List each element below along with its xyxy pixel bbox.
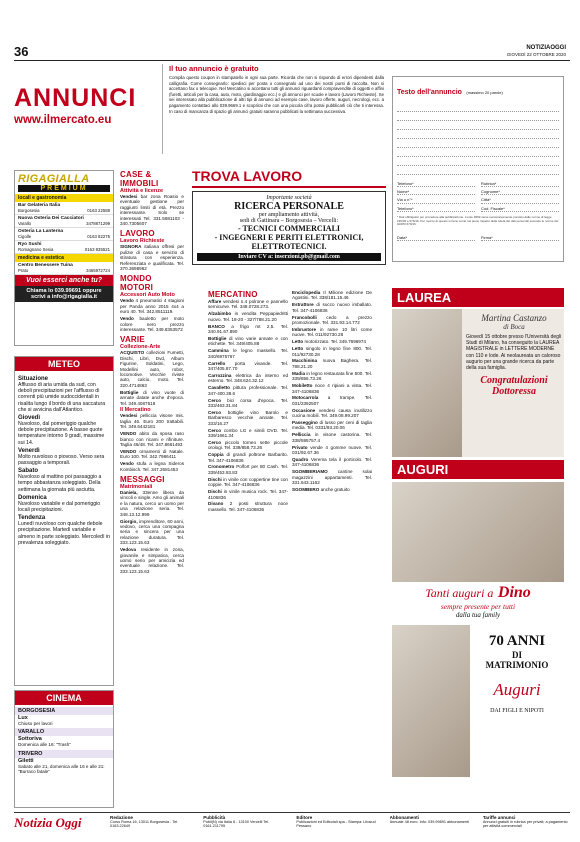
case-sub: Attività e licenze <box>120 188 164 194</box>
classified-keyword: Vendo <box>120 298 136 304</box>
classified-item <box>292 371 372 382</box>
classified-item <box>208 385 288 396</box>
classified-item <box>208 299 288 310</box>
cinema-title: CINEMA <box>15 691 113 705</box>
cinema-box <box>14 690 114 808</box>
classified-text: ornamenti di Natale. Euro 100. Tel. 342.7986411 <box>120 448 184 460</box>
classified-item <box>208 428 288 439</box>
classified-keyword: SGOMBERO <box>292 487 321 492</box>
rigagialla-sub: PREMIUM <box>18 185 110 192</box>
classified-text: italiana offresi per pulizie di casa e servizio di stiratura con esperienza. Referenziata e qualificata. Tel. 370.3698962 <box>120 244 184 272</box>
classified-text: noce 4 ripiani a vista. Tel. 347-4106836 <box>292 383 372 394</box>
graduate-photo <box>392 309 462 457</box>
listing-phone[interactable]: 3478871299 <box>86 221 110 226</box>
anni-figli: DAI FIGLI E NIPOTI <box>490 708 544 714</box>
classified-keyword: Macchinina <box>292 358 323 364</box>
page-number: 36 <box>14 44 29 59</box>
dino-photo <box>392 482 564 582</box>
footer-block-text: Publicazioni ed Editoriali spa - Stampa: Litosud Pessano <box>296 820 376 829</box>
classified-item <box>120 519 184 546</box>
coupon-title: Testo dell'annuncio <box>397 89 462 96</box>
classified-text: cantine solai magazzini appartamenti. Tel. 331.643.1162 <box>292 469 372 486</box>
classified-item <box>208 348 288 359</box>
rigagialla-phone[interactable]: Chiama lo 039.99691 oppure <box>26 288 102 294</box>
listing-row <box>15 215 113 228</box>
job-ad-box <box>192 191 386 265</box>
trova-title: TROVA LAVORO <box>192 168 386 188</box>
intro-text: Compila questo coupon in stampatello in ogni sua parte. Ricorda che non si rispondo di errori dipendenti dalla calligrafia. Come consegnarlo: spedisci per posta o consegnalo ad uno dei nostri punti di raccolta. Non si accettano fax o telecopie. Nel Mercatino si accettano tutti gli annunci riguardanti compravendite di oggetti e affini (furetti, articoli per la casa, auto, moto, giardinaggio ecc.) e gli annunci per scuole e lavoro (Lavoro Richieste). Se sei interessato alla pubblicazione di altri tipi di annunci ad esempio case, lavoro offerte, auguri, necrologi, ecc. a pagamento contattaci allo 039.9669.1 e scoprirai che con una piccola cifra potrai pubblicarli ciò che ti interessa. In caso di mancanza di spazio gli annunci gratuiti saranno pubblicati la settimana successiva. <box>169 75 384 114</box>
classified-item <box>120 244 184 271</box>
footer-block <box>203 815 290 839</box>
listing-detail <box>18 247 110 252</box>
classified-keyword: Carrello <box>208 360 235 366</box>
classified-text: combo LG e simili DVD. Tel. 339/1661.34 <box>208 427 288 438</box>
classified-item <box>292 445 372 456</box>
varie-sub: Collezione-Arte <box>120 344 161 351</box>
coupon-hint: (massimo 20 parole) <box>466 90 503 95</box>
laurea-script: Congratulazioni Dottoressa <box>480 375 548 398</box>
classified-text: abito da sposa raso bianco con ricami e rifiniture. Taglia 46/48. Tel. 347.8661493 <box>120 431 184 447</box>
classified-text: motorizzato. Tel. 349.7696974 <box>304 339 366 345</box>
classified-text: bauletto per moto colore nero prezzo interessante. Tel. 349.8353572 <box>120 316 184 332</box>
coupon-text-lines[interactable] <box>397 103 559 175</box>
field-telefono-2[interactable]: Telefono* <box>397 206 475 212</box>
classified-keyword: Madia <box>292 370 307 376</box>
classified-keyword: Bottiglie <box>120 389 144 395</box>
classified-keyword: Cerco <box>208 397 228 403</box>
footer-block-text: Publi(N) via Italia 6 - 13100 Vercelli Tel. 0161.211795 <box>203 820 270 829</box>
classified-keyword: Vendesi <box>120 413 141 419</box>
classified-keyword: Daniela, <box>120 490 143 496</box>
classified-item <box>208 324 288 335</box>
classified-keyword: Carrozzina <box>208 372 236 378</box>
classified-item <box>292 346 372 357</box>
graduate-from: di Boca <box>503 323 525 331</box>
classified-item <box>120 316 184 332</box>
annunci-url[interactable]: www.ilmercato.eu <box>14 114 112 126</box>
classified-text: bar zona Roasio e eventuale gestione per raggiunti limiti di età. Prezzo interessante. Solo se interessati Tel. 331.5681103 - 340.7305607 <box>120 194 184 227</box>
classified-item <box>208 311 288 322</box>
listing-town: Prato <box>18 268 29 273</box>
classified-keyword: Vendo <box>120 316 140 322</box>
classified-item <box>208 398 288 409</box>
meteo-day-heading: Domenica <box>18 494 47 501</box>
listing-name: Nuova Osteria Dei Cacciatori <box>18 216 84 221</box>
classified-keyword: BANCO <box>208 323 232 329</box>
listing-phone[interactable]: 3465972724 <box>86 268 110 273</box>
classified-text: pittura professionale. Tel. 347-400.38.6 <box>208 385 288 396</box>
classified-keyword: Coppia <box>208 452 227 458</box>
anni-auguri: Auguri <box>493 680 541 699</box>
category-gastronomia: locali e gastronomia <box>15 194 113 202</box>
listing-detail <box>18 234 110 239</box>
classified-keyword: Cerco <box>208 439 225 445</box>
meteo-day-text: Lunedì nuvoloso con qualche debole precipitazione. Martedì variabile e almeno in parte soleggiato. Mercoledì in prevalenza soleggiato. <box>18 521 110 546</box>
classified-item <box>292 487 372 492</box>
classified-item <box>120 490 184 517</box>
classified-text: vendesi n.4 polrone e pannello semicurve. Tel. 348.0728.273. <box>208 299 288 310</box>
laurea-section <box>392 288 564 456</box>
listing-row <box>15 202 113 215</box>
cinema-info: Chiuso per lavori <box>18 721 53 726</box>
dino-from: dalla tua family <box>455 611 501 619</box>
classified-item <box>208 410 288 426</box>
classified-text: vendesi causa inutilizzo cucina mobili. Tel. 349.08.99.207 <box>292 407 372 419</box>
anni-number: 70 ANNI <box>488 633 546 649</box>
listing-town: Varallo <box>18 221 32 226</box>
classified-keyword: Privato <box>292 444 311 450</box>
footer-block <box>390 815 477 839</box>
footer-block-heading: Tariffe annunci <box>482 815 516 820</box>
classified-item <box>208 489 288 500</box>
classified-text: Polfort per 80 Cash. Tel. 339/453.93.83 <box>208 464 288 475</box>
footer-block <box>110 815 197 839</box>
classified-keyword: Affare <box>208 299 224 304</box>
classified-item <box>120 413 184 429</box>
classified-item <box>120 547 184 574</box>
cinema-info: Domenica alle 16: "Trash" <box>18 742 71 748</box>
classified-item <box>120 194 184 226</box>
classified-keyword: Occasione <box>292 407 319 413</box>
field-via[interactable]: Via o n°* <box>397 197 475 203</box>
job-ad-cv[interactable]: Inviare CV a: inserzioni.pb@gmail.com <box>197 253 381 261</box>
varie-title: VARIE <box>120 335 145 345</box>
cinema-hall: Giletti <box>18 757 34 764</box>
listing-name: Ryo Sushi <box>18 242 42 247</box>
classified-item <box>120 449 184 460</box>
job-ad-line1: - TECNICI COMMERCIALI <box>237 224 341 233</box>
listing-row <box>15 241 113 254</box>
footer-block <box>483 815 570 839</box>
field-rubrica[interactable]: Rubrica* <box>481 181 559 187</box>
field-firma[interactable]: Firma* <box>481 235 559 241</box>
classifieds-col-2 <box>120 170 184 810</box>
footer-logo: Notizia Oggi <box>14 815 82 830</box>
classified-text: singolo in legno fine 800. Tel. 011/92730.28 <box>292 346 372 357</box>
classified-keyword: Divano <box>208 501 230 507</box>
classified-keyword: SGOMBERIAMO <box>292 469 338 475</box>
classified-text: a trampe. Tel. 031/2392507 <box>292 395 372 406</box>
auguri-section <box>392 460 564 810</box>
trova-lavoro <box>192 168 386 272</box>
mondo-sub: Accessori Auto Moto <box>120 292 175 299</box>
classified-text: di lusso per ceni di taglia media. Tel. 0331/93.20.06 <box>292 420 372 431</box>
listing-detail <box>18 268 110 273</box>
field-data[interactable]: Data* <box>397 235 475 241</box>
classified-item <box>292 457 372 468</box>
coupon-note: * Dati obbligatori per procedere alla pubblicazione. L'ente 9669 viene successivamente previsto dalle norme di legge 196/03 e 676/16. Per mezzo di questo si tiene conto nel pieno rispetto della tutela dei dati personali secondo le norme del GDPR 679/16. <box>397 214 559 227</box>
classified-item <box>292 408 372 419</box>
classified-keyword: Francobolli <box>292 314 327 320</box>
classified-item <box>208 464 288 475</box>
classified-item <box>292 469 372 485</box>
classified-text: collezioni Fumetti, Dischi, Libri, Dvd, Album Figurine, Soldatini, Lego, Modellini auto, robot, locomotive. Vecchie riviste auto, calcio, moto. Tel. 320.4714863 <box>120 350 184 388</box>
auguri-title: AUGURI <box>392 460 564 479</box>
classified-item <box>292 327 372 338</box>
messaggi-title: MESSAGGI <box>120 475 165 485</box>
classified-item <box>120 461 184 472</box>
classified-keyword: Cammina <box>208 348 234 354</box>
listing-town: Borgosesia <box>18 208 40 213</box>
dino-name: Dino <box>497 584 531 601</box>
rigagialla-cta: Vuoi esserci anche tu? <box>25 277 103 284</box>
meteo-day-heading: Situazione <box>18 376 49 382</box>
listing-town: Romagnano Sesia <box>18 247 54 252</box>
job-ad-text2: sedi di Gattinara – Borgosesia – Vercelli: <box>239 218 339 224</box>
classified-item <box>292 383 372 394</box>
messaggi-sub: Matrimoniali <box>120 484 153 491</box>
classified-item <box>120 298 184 314</box>
classified-keyword: ACQUISTO <box>120 350 147 356</box>
classified-text: porta vivande. Tel. 347/405.87.70 <box>208 360 288 371</box>
classified-keyword: Dischi <box>208 476 224 482</box>
classified-item <box>208 452 288 463</box>
job-ad-line2: - INGEGNERI E PERITI ELETTRONICI, <box>214 233 364 242</box>
listing-row <box>15 262 113 275</box>
meteo-day-text: Molto nuvoloso o piovoso. Verso sera passaggio a temporali. <box>18 453 105 467</box>
classified-keyword: Vendo <box>120 461 137 467</box>
job-ad-heading: RICERCA PERSONALE <box>234 201 344 212</box>
classified-text: stufa a legna Sideros Kombisch. Tel. 347.2681453 <box>120 461 184 472</box>
job-ad-line3: ELETTROTECNICI. <box>251 242 327 251</box>
meteo-day-heading: Tendenza <box>18 515 46 522</box>
classified-text: imprenditore, 60 anni, vedovo, cerca una compagna seria e sincera per una relazione duratura. Tel. 333.123.15.63 <box>120 518 184 546</box>
classified-keyword: Estrattore <box>292 302 317 308</box>
lavoro-title: LAVORO <box>120 229 155 239</box>
classified-item <box>208 336 288 347</box>
classified-text: Verema tela il porticolo. Tel. 347-4106836 <box>292 456 372 468</box>
classified-text: bottiglie vino Barolo e Barbaresco vecchie annate. Tel. 333/16.27 <box>208 409 288 426</box>
case-title: CASE & IMMOBILI <box>120 170 159 188</box>
classified-text: in vinile con coppertine tine con coppie. Tel. 347-4106836 <box>208 476 288 488</box>
meteo-day-text: Nuvoloso variabile e dal pomeriggio locali precipitazioni. <box>18 500 101 514</box>
classified-item <box>292 302 372 313</box>
mercatino-col <box>208 290 288 810</box>
classified-text: Il Milione edizione De Agostini. Tel. 338/181.15.46 <box>292 290 372 301</box>
listing-row <box>15 228 113 241</box>
classified-text: residente in zona, giovanile e simpatica, cerca uomo serio per amicizia ed eventuale relazione. Tel. 333.123.15.63 <box>120 547 184 574</box>
category-medicina: medicina e estetica <box>15 254 113 262</box>
classified-item <box>292 395 372 406</box>
classified-text: pelliccia visone mis. taglia 46. Euro 200 trattabili. Tel. 349.6442181 <box>120 413 184 430</box>
intro-title: Il tuo annuncio è gratuito <box>169 64 259 73</box>
mercatino-title: MERCATINO <box>208 290 258 299</box>
classified-text: bici corsa d'epoca. Tel. 333/463.31.84 <box>208 397 288 408</box>
classified-item <box>208 477 288 488</box>
graduate-name: Martina Castanzo <box>481 313 547 323</box>
listing-phone[interactable]: 0163 835521 <box>84 247 110 252</box>
listing-town: Cigolle <box>18 234 32 239</box>
classified-item <box>292 290 372 301</box>
meteo-day-text: Nuvoloso, dal pomeriggio qualche debole precipitazione. A basse quote temperature intorno 9 gradi, massime sui 14. <box>18 421 105 446</box>
classified-keyword: Quadro <box>292 456 311 462</box>
rigagialla-logo: RIGAGIALLA <box>18 173 90 185</box>
classified-item <box>208 373 288 384</box>
cinema-city: TRIVERO <box>15 750 113 758</box>
classified-item <box>208 501 288 512</box>
classified-item <box>292 339 372 344</box>
classified-keyword: Motocarrola <box>292 395 328 401</box>
couple-photo <box>392 625 470 777</box>
classified-keyword: Letto <box>292 339 305 345</box>
cinema-city: BORGOSESIA <box>15 707 113 715</box>
classified-keyword: Cavalletto <box>208 385 234 391</box>
classified-item <box>120 390 184 406</box>
classifieds-col-4 <box>292 290 372 810</box>
classified-text: in visone castorina. Tel. 338/595757.4 <box>292 432 372 443</box>
meteo-title: METEO <box>15 357 113 371</box>
listing-phone[interactable]: 0163 22588 <box>87 208 110 213</box>
free-ad-intro <box>162 64 384 154</box>
listing-name: Centro Benessere Tuina <box>18 263 73 268</box>
listing-name: Bar Gelateria Italia <box>18 203 61 208</box>
anni-matrimonio: MATRIMONIO <box>485 660 549 670</box>
footer-block-text: Annuale 48 euro. Info: 039.99891 abbonamenti <box>389 820 469 824</box>
footer-block-text: Annunci gratuiti in rubrica per privati; a pagamento per attività commerciali <box>482 820 568 829</box>
classified-keyword: Vedova <box>120 547 141 553</box>
cinema-hall: Sottoriva <box>18 736 42 743</box>
footer-block-heading: Pubblicità <box>203 815 226 820</box>
coupon-form <box>392 76 564 262</box>
rigagialla-email[interactable]: scrivi a info@rigagialla.it <box>30 294 98 300</box>
field-telefono[interactable]: Telefono* <box>397 181 475 187</box>
classified-keyword: Giorgio, <box>120 518 140 524</box>
annunci-title: ANNUNCI <box>14 84 137 112</box>
meteo-day-text: Nuvoloso al mattino poi passaggio a tempo abbastanza soleggiato. Della settimana la giornata più asciutta. <box>18 474 102 493</box>
classified-keyword: Alzabimbo <box>208 311 235 317</box>
classified-keyword: Passeggino <box>292 420 320 426</box>
classified-keyword: VENDO <box>120 448 140 454</box>
header-date: GIOVEDÌ 22 OTTOBRE 2020 <box>506 52 566 57</box>
classified-text: in vinile musica rock. Tel. 347-4106836 <box>208 489 288 500</box>
classified-text: 33enne libera da vincoli e single. Amo gli animali e la natura, cerco un uomo per una relazione seria. Tel. 348.13.12.999 <box>120 490 184 517</box>
footer-block-heading: Editore <box>296 815 313 820</box>
classified-keyword: SIGNORA <box>120 244 145 250</box>
listing-phone[interactable]: 0163 82275 <box>87 234 110 239</box>
meteo-day-heading: Sabato <box>18 468 39 475</box>
classified-item <box>292 420 372 431</box>
listing-detail <box>18 221 110 226</box>
classified-text: a frigo mt 2,5. Tel. 340.91.67.890 <box>208 323 288 335</box>
classified-text: di grandi poltrone Barbarito. Tel. 347-4106836 <box>208 452 288 463</box>
classified-keyword: Letto <box>292 346 306 352</box>
classified-keyword: Cerco <box>208 427 224 433</box>
classified-text: 2 posti struttura noce massello. Tel. 347-4106836 <box>208 501 288 512</box>
classified-item <box>120 431 184 447</box>
classified-item <box>208 440 288 451</box>
classified-keyword: Enciclopedia <box>292 290 324 295</box>
laurea-text: Giovedì 15 ottobre presso l'Università degli Studi di Milano, ha conseguito la LAUREA MAGISTRALE in LETTERE MODERNE con 110 e lode. Ai neolaureata un caloroso augurio per una grande ricerca da parte della sua famiglia. <box>466 334 562 372</box>
lavoro-sub: Lavoro Richieste <box>120 238 165 245</box>
classified-item <box>292 432 372 443</box>
classified-keyword: VENDO <box>120 431 140 437</box>
classified-item <box>120 350 184 388</box>
classified-text: piccolo torneo sette piccole orologi. Tel. 339/858.73.26 <box>208 439 288 451</box>
varie-sub2: Il Mercatino <box>120 407 151 414</box>
mondo-title: MONDO MOTORI <box>120 274 154 293</box>
classified-keyword: Mobiletto <box>292 383 315 389</box>
brand-name: NOTIZIAOGGI <box>526 45 566 51</box>
footer-block-text: Corso Roma 16, 13011 Borgosesia - Tel. 0163.22649 <box>110 820 179 829</box>
classified-text: in vendita Peppapiedritti nuovo. Tel. 18-20 - 327/788.21.20 <box>208 311 288 322</box>
classified-keyword: Pelliccia <box>292 432 315 438</box>
dino-script: Tanti auguri a <box>425 586 494 600</box>
classified-keyword: Bottiglie <box>208 335 229 341</box>
cinema-city: VARALLO <box>15 728 113 736</box>
field-citta[interactable]: Città* <box>481 197 559 203</box>
rigagialla-ad <box>14 170 114 346</box>
classified-text: vende 4 gomme nuove. Tel. 031/92.67.36 <box>292 444 372 456</box>
classified-text: 4 pneumatici 4 stagioni per Panda anno 2015 4x4 a euro 40. Tel. 342.8511119. <box>120 298 184 315</box>
meteo-box <box>14 356 114 686</box>
classified-item <box>292 358 372 369</box>
footer-block-heading: Abbonamenti <box>389 815 419 820</box>
dino-line: sempre presente per tutti <box>440 602 516 611</box>
classified-keyword: Cerco <box>208 409 228 415</box>
classified-keyword: Cronometro <box>208 464 237 470</box>
footer-block <box>296 815 383 839</box>
cinema-info: Sabato alle 21, domenica alle 16 e alle 21: "Burraco fatale" <box>18 763 105 775</box>
field-cognome[interactable]: Cognome* <box>481 189 559 195</box>
classified-text: in legno restaurata fine 500. Tel. 339/856.73.26 <box>292 370 372 382</box>
classified-text: elettrica da interno ed esterno. Tel. 348.624.32.12 <box>208 372 288 384</box>
classified-keyword: Vendesi <box>120 194 141 199</box>
job-ad-text1: per ampliamento attività, <box>258 212 320 218</box>
classified-item <box>208 361 288 372</box>
classified-keyword: Imbrustore <box>292 326 320 332</box>
meteo-day-heading: Venerdì <box>18 447 40 454</box>
field-nome[interactable]: Nome* <box>397 189 475 195</box>
classified-text: in rame 10 litri come nuove. Tel. 011/92730.28 <box>292 326 372 338</box>
meteo-day-text: Afflusso di aria umida da sud, con deboli precipitazioni per l'afflusso di correnti più umide sudoccidentali in risalita lungo il bordo di una saccatura che si avvicina dall'Atlantico. <box>18 382 106 413</box>
field-cod-fiscale[interactable]: Cod. Fiscale* <box>481 206 559 212</box>
classified-keyword: Dischi <box>208 489 224 495</box>
classified-text: anche gratuito <box>320 487 350 492</box>
classified-item <box>292 315 372 326</box>
laurea-title: LAUREA <box>392 288 564 307</box>
job-ad-sub: Importante società <box>266 195 312 201</box>
classified-text: nuova Baghera. Tel. 788.21.20 <box>292 358 372 369</box>
footer-block-heading: Redazione <box>110 815 133 820</box>
classified-text: di succo nuovo imballato. Tel. 347-4106836 <box>292 302 372 313</box>
anni-di: DI <box>511 650 522 660</box>
cinema-hall: Lux <box>18 715 28 721</box>
listing-detail <box>18 208 110 213</box>
meteo-day-heading: Giovedì <box>18 415 41 422</box>
classified-text: le legno massello. Tel. 340/6975767 <box>208 348 288 359</box>
classified-text: di vino vuote di annate datate anche d'epoca. Tel. 349.4087518 <box>120 389 184 406</box>
classified-text: cedo a prezzo promozionale. Tel. 331.93.14.772 <box>292 314 372 326</box>
classified-text: di vino varie annate e con etichette. Tel. 349/405.88 <box>208 335 288 347</box>
listing-name: Osteria La Lanterna <box>18 229 64 234</box>
